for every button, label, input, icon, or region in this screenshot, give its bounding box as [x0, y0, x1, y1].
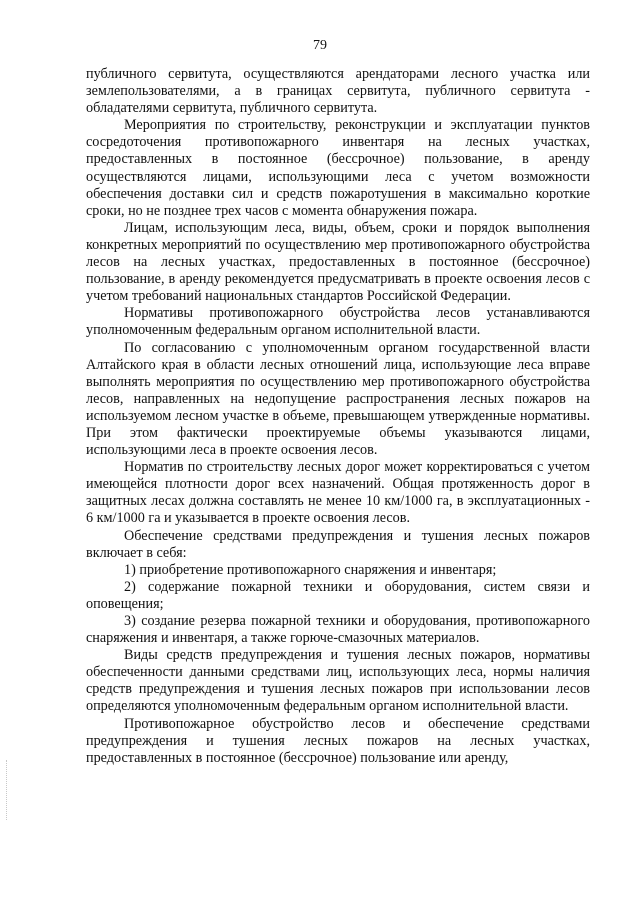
paragraph: По согласованию с уполномоченным органом государственной власти Алтайского края в области лесных отношений лица, использующие леса вправе выполнять мероприятия по осуществлению мер противопожарного обустройства лесов, направленных на недопущение распространения лесных пожаров на используемом лесном участке в объеме, превышающем утвержденные нормативы. При этом фактически проектируемые объемы указываются лицами, использующими леса в проекте освоения лесов.: [86, 339, 590, 459]
paragraph: Нормативы противопожарного обустройства лесов устанавливаются уполномоченным федеральным органом исполнительной власти.: [86, 305, 590, 339]
list-item: 2) содержание пожарной техники и оборудования, систем связи и оповещения;: [86, 578, 590, 612]
list-item: 3) создание резерва пожарной техники и оборудования, противопожарного снаряжения и инвентаря, а также горюче-смазочных материалов.: [86, 613, 590, 647]
page-number: 79: [313, 38, 327, 53]
paragraph-truncated: Противопожарное обустройство лесов и обеспечение средствами предупреждения и тушения лесных пожаров на лесных участках, предоставленных в постоянное (бессрочное) пользование или аренду,: [86, 715, 590, 766]
paragraph: Виды средств предупреждения и тушения лесных пожаров, нормативы обеспеченности данными средствами лиц, использующих леса, нормы наличия средств предупреждения и тушения лесных пожаров при использовании лесов определяются уполномоченным федеральным органом исполнительной власти.: [86, 647, 590, 715]
document-body: [86, 66, 590, 767]
paragraph: Мероприятия по строительству, реконструкции и эксплуатации пунктов сосредоточения противопожарного инвентаря на лесных участках, предоставленных в постоянное (бессрочное) пользование, в аренду осуществляются лицами, использующими леса с учетом возможности обеспечения доставки сил и средств пожаротушения в максимально короткие сроки, но не позднее трех часов с момента обнаружения пожара.: [86, 117, 590, 219]
paragraph: Лицам, использующим леса, виды, объем, сроки и порядок выполнения конкретных мероприятий по осуществлению мер противопожарного обустройства лесов на лесных участках, предоставленных в постоянное (бессрочное) пользование, в аренду рекомендуется предусматривать в проекте освоения лесов с учетом требований национальных стандартов Российской Федерации.: [86, 219, 590, 305]
paragraph: Обеспечение средствами предупреждения и тушения лесных пожаров включает в себя:: [86, 527, 590, 561]
list-item: 1) приобретение противопожарного снаряжения и инвентаря;: [124, 561, 497, 578]
scan-margin-artifact: [6, 760, 9, 820]
paragraph-continuation: публичного сервитута, осуществляются арендаторами лесного участка или землепользователями, а в границах сервитута, публичного сервитута - обладателями сервитута, публичного сервитута.: [86, 66, 590, 117]
paragraph: Норматив по строительству лесных дорог может корректироваться с учетом имеющейся плотности дорог всех назначений. Общая протяженность дорог в защитных лесах должна составлять не менее 10 км/1000 га, в эксплуатационных - 6 км/1000 га и указывается в проекте освоения лесов.: [86, 459, 590, 527]
